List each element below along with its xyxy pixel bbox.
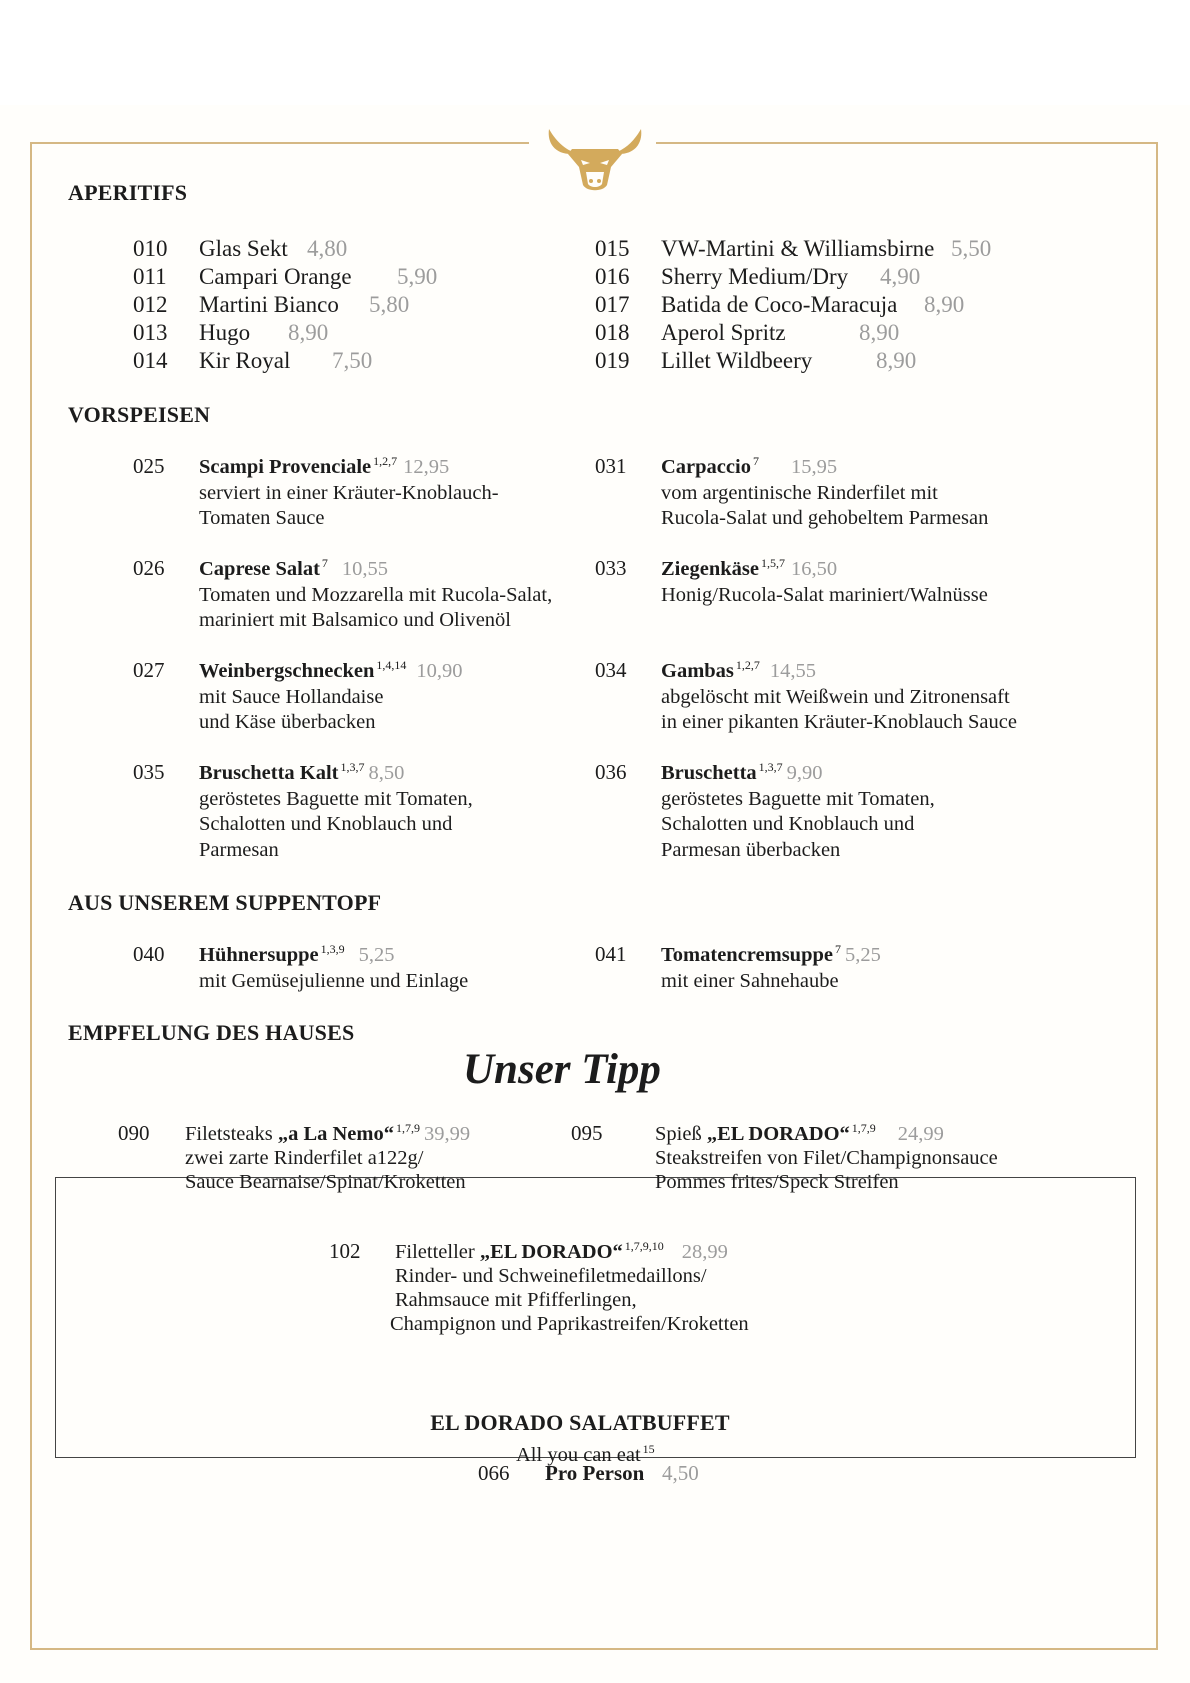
salatbuffet-title: EL DORADO SALATBUFFET — [430, 1410, 730, 1435]
aperitif-price: 5,90 — [397, 264, 438, 289]
dish-title-line — [661, 760, 823, 785]
dish-description: mit Sauce Hollandaise — [199, 685, 384, 708]
aperitif-name: Campari Orange — [199, 264, 352, 289]
dish-price: 28,99 — [681, 1241, 728, 1263]
dish-number: 040 — [133, 942, 165, 966]
dish-description: mariniert mit Balsamico und Olivenöl — [199, 609, 511, 631]
aperitif-name: VW-Martini & Williamsbirne — [661, 236, 935, 261]
aperitif-price: 8,90 — [876, 348, 917, 373]
dish-title-line — [199, 658, 463, 683]
dish-description: mit einer Sahnehaube — [661, 969, 839, 992]
dish-title-line — [655, 1121, 944, 1146]
allergen-sup: 7 — [321, 556, 328, 570]
dish-description: serviert in einer Kräuter-Knoblauch- — [199, 481, 499, 504]
aperitif-price: 8,90 — [924, 292, 965, 317]
aperitif-number: 010 — [133, 236, 168, 261]
allergen-sup: 1,3,9 — [320, 942, 345, 956]
dish-title-line — [199, 556, 388, 581]
aperitif-price: 8,90 — [859, 320, 900, 345]
aperitif-price: 5,80 — [369, 292, 410, 317]
aperitif-number: 018 — [595, 320, 630, 345]
dish-description: in einer pikanten Kräuter-Knoblauch Sauce — [661, 711, 1017, 733]
aperitif-price: 8,90 — [288, 320, 329, 345]
dish-price: 15,95 — [790, 456, 838, 478]
aperitif-name: Aperol Spritz — [661, 320, 786, 345]
dish-description: Tomaten und Mozzarella mit Rucola-Salat, — [199, 583, 553, 606]
dish-number: 027 — [133, 658, 165, 682]
allergen-sup: 7 — [834, 942, 841, 956]
dish-price: 14,55 — [769, 660, 817, 682]
dish-description: Steakstreifen von Filet/Champignonsauce — [655, 1147, 998, 1169]
allergen-sup: 1,7,9 — [851, 1121, 876, 1135]
dish-number: 025 — [133, 454, 165, 478]
aperitif-number: 015 — [595, 236, 630, 261]
dish-name: „a La Nemo“ — [277, 1123, 394, 1145]
dish-description: und Käse überbacken — [199, 711, 376, 733]
dish-description: zwei zarte Rinderfilet a122g/ — [185, 1147, 424, 1169]
dish-name: Tomatencremsuppe — [661, 944, 833, 966]
bull-head-icon — [545, 127, 645, 197]
dish-title-line — [661, 942, 881, 967]
dish-price: 12,95 — [403, 456, 450, 478]
dish-name: „EL DORADO“ — [706, 1123, 850, 1145]
aperitif-name: Martini Bianco — [199, 292, 339, 317]
dish-title-line — [199, 454, 449, 479]
dish-description: Champignon und Paprikastreifen/Kroketten — [390, 1313, 749, 1335]
dish-price: 16,50 — [790, 558, 838, 580]
dish-description: Honig/Rucola-Salat mariniert/Walnüsse — [661, 583, 988, 606]
allergen-sup: 1,2,7 — [735, 658, 760, 672]
allergen-sup: 7 — [752, 454, 759, 468]
dish-prefix: Filetteller — [395, 1241, 480, 1263]
dish-description: Rinder- und Schweinefiletmedaillons/ — [395, 1265, 707, 1287]
salatbuffet-price: 4,50 — [662, 1461, 699, 1485]
dish-title-line — [661, 454, 837, 479]
dish-price: 5,25 — [844, 944, 881, 966]
aperitif-name: Kir Royal — [199, 348, 291, 373]
dish-number: 102 — [329, 1239, 361, 1263]
dish-price: 10,90 — [416, 660, 463, 682]
dish-description: geröstetes Baguette mit Tomaten, — [199, 787, 473, 810]
section-heading-empfehlung: EMPFELUNG DES HAUSES — [68, 1020, 355, 1045]
tip-title: Unser Tipp — [463, 1046, 661, 1093]
salatbuffet-subtitle-text: All you can eat — [516, 1444, 641, 1466]
allergen-sup: 1,4,14 — [376, 658, 407, 672]
dish-name: Carpaccio — [661, 456, 751, 478]
dish-number: 036 — [595, 760, 627, 784]
aperitif-number: 012 — [133, 292, 168, 317]
dish-number: 033 — [595, 556, 627, 580]
dish-name: Ziegenkäse — [661, 558, 759, 580]
dish-description: Schalotten und Knoblauch und — [661, 813, 915, 835]
dish-title-line — [395, 1239, 728, 1264]
section-heading-aperitifs: APERITIFS — [68, 180, 188, 205]
dish-number: 034 — [595, 658, 627, 682]
allergen-sup: 1,7,9 — [395, 1121, 420, 1135]
dish-price: 5,25 — [358, 944, 395, 966]
allergen-sup: 1,5,7 — [760, 556, 785, 570]
allergen-sup: 1,3,7 — [340, 760, 365, 774]
dish-description: geröstetes Baguette mit Tomaten, — [661, 787, 935, 810]
dish-prefix: Filetsteaks — [185, 1123, 278, 1145]
dish-price: 24,99 — [897, 1123, 944, 1145]
dish-description: Rucola-Salat und gehobeltem Parmesan — [661, 507, 989, 529]
dish-price: 39,99 — [423, 1123, 471, 1145]
dish-description: mit Gemüsejulienne und Einlage — [199, 969, 469, 992]
dish-number: 095 — [571, 1121, 603, 1145]
dish-name: Weinbergschnecken — [199, 660, 375, 682]
dish-price: 9,90 — [786, 762, 823, 784]
aperitif-name: Hugo — [199, 320, 251, 345]
dish-number: 035 — [133, 760, 165, 784]
dish-description: Rahmsauce mit Pfifferlingen, — [395, 1289, 637, 1311]
dish-name: Bruschetta Kalt — [199, 762, 339, 784]
dish-name: „EL DORADO“ — [479, 1241, 623, 1263]
dish-name: Gambas — [661, 660, 734, 682]
dish-description: Parmesan — [199, 838, 279, 861]
aperitif-price: 4,90 — [880, 264, 921, 289]
dish-description: Tomaten Sauce — [199, 507, 325, 529]
aperitif-price: 4,80 — [307, 236, 348, 261]
dish-description: Parmesan überbacken — [661, 838, 841, 861]
aperitif-number: 017 — [595, 292, 630, 317]
aperitif-price: 5,50 — [951, 236, 992, 261]
salatbuffet-label: Pro Person — [545, 1461, 645, 1485]
aperitif-number: 014 — [133, 348, 168, 373]
dish-title-line — [661, 658, 816, 683]
aperitif-name: Sherry Medium/Dry — [661, 264, 849, 289]
aperitif-price: 7,50 — [332, 348, 373, 373]
dish-description: abgelöscht mit Weißwein und Zitronensaft — [661, 685, 1010, 708]
section-heading-suppen: AUS UNSEREM SUPPENTOPF — [68, 890, 382, 915]
section-heading-vorspeisen: VORSPEISEN — [68, 402, 211, 427]
dish-description: Schalotten und Knoblauch und — [199, 813, 453, 835]
dish-number: 031 — [595, 454, 627, 478]
allergen-sup: 1,3,7 — [758, 760, 783, 774]
aperitif-number: 019 — [595, 348, 630, 373]
dish-title-line — [199, 942, 395, 967]
aperitif-number: 016 — [595, 264, 630, 289]
dish-name: Scampi Provenciale — [199, 456, 372, 478]
dish-price: 10,55 — [341, 558, 389, 580]
aperitif-name: Lillet Wildbeery — [661, 348, 813, 373]
allergen-sup: 1,7,9,10 — [624, 1239, 664, 1253]
dish-price: 8,50 — [368, 762, 405, 784]
dish-description: Pommes frites/Speck Streifen — [655, 1171, 899, 1193]
dish-number: 026 — [133, 556, 165, 580]
dish-title-line — [185, 1121, 470, 1146]
allergen-sup: 15 — [642, 1442, 655, 1456]
aperitif-name: Glas Sekt — [199, 236, 288, 261]
dish-prefix: Spieß — [655, 1123, 707, 1145]
dish-description: vom argentinische Rinderfilet mit — [661, 481, 938, 504]
dish-number: 041 — [595, 942, 627, 966]
dish-name: Hühnersuppe — [199, 944, 319, 966]
aperitif-number: 011 — [133, 264, 167, 289]
dish-name: Caprese Salat — [199, 558, 320, 580]
dish-name: Bruschetta — [661, 762, 757, 784]
allergen-sup: 1,2,7 — [373, 454, 398, 468]
dish-title-line — [661, 556, 837, 581]
aperitif-number: 013 — [133, 320, 168, 345]
dish-description: Sauce Bearnaise/Spinat/Kroketten — [185, 1171, 466, 1193]
aperitif-name: Batida de Coco-Maracuja — [661, 292, 898, 317]
dish-number: 090 — [118, 1121, 150, 1145]
dish-title-line — [199, 760, 404, 785]
salatbuffet-number: 066 — [478, 1461, 510, 1485]
